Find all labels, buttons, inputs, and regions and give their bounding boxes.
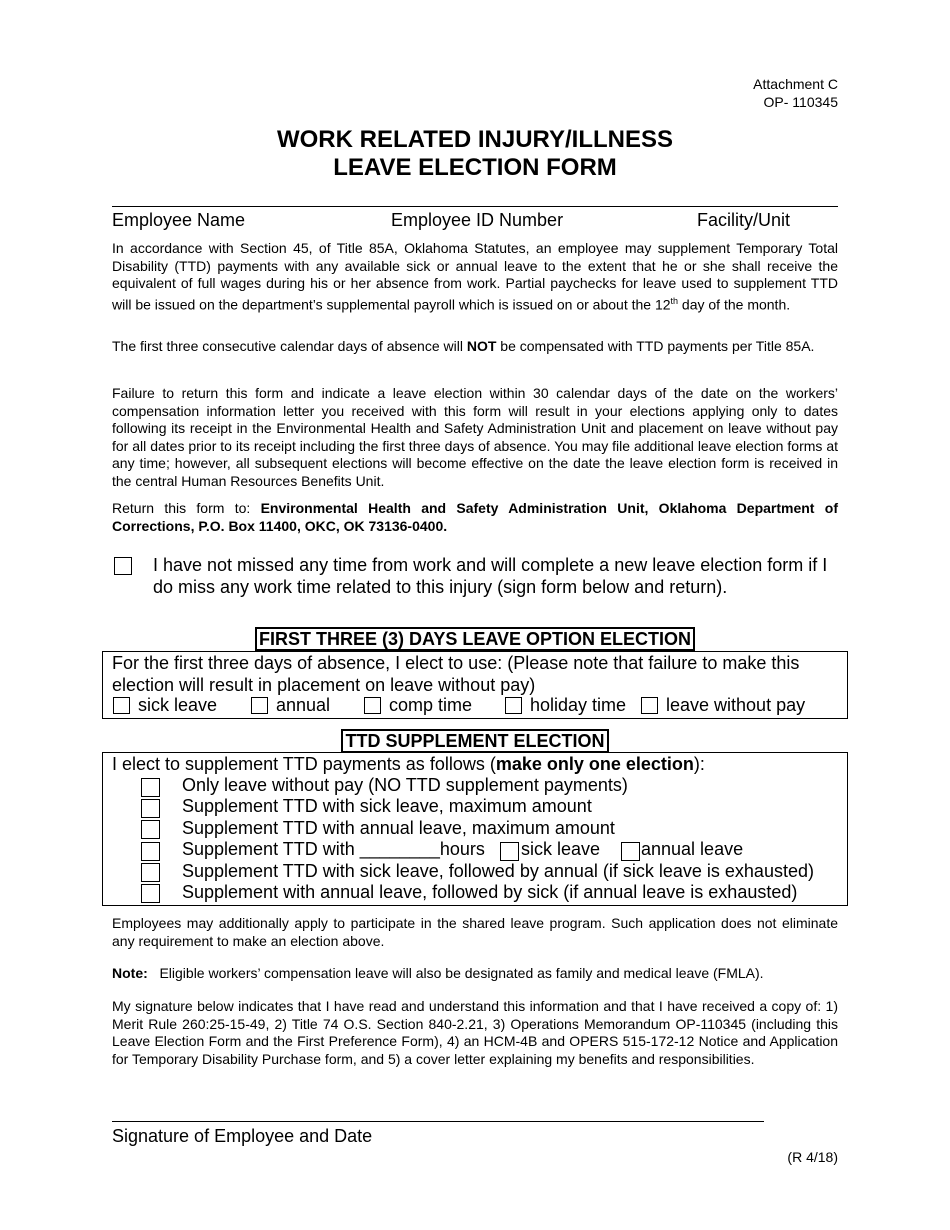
first-three-annual-checkbox[interactable]: [251, 697, 268, 714]
ttd-opt5-label: Supplement TTD with sick leave, followed by annual (if sick leave is exhausted): [182, 861, 814, 881]
ttd-opt4-label: Supplement TTD with ________hours: [182, 839, 485, 859]
signature-acknowledgement: My signature below indicates that I have read and understand this information and that I have received a copy of: 1) Merit Rule 260:25-15-49, 2) Title 74 O.S. Section 840-2.21, 3) Operations Memorandum OP-110345 (including this Leave Election Form and the First Preference Form), 4) an HCM-4B and OPERS 515-172-12 Notice and Application for Temporary Disability Purchase form, and 5) a cover letter explaining my benefits and responsibilities.: [112, 998, 838, 1067]
ttd-opt6-label: Supplement with annual leave, followed by sick (if annual leave is exhausted): [182, 882, 798, 902]
title-line-1: WORK RELATED INJURY/ILLNESS: [276, 126, 673, 153]
first-three-section-header: [0, 627, 950, 651]
ttd-intro: [112, 754, 705, 776]
ttd-title: TTD SUPPLEMENT ELECTION: [341, 729, 608, 753]
ttd-opt5-checkbox[interactable]: [141, 863, 160, 882]
first-three-title: FIRST THREE (3) DAYS LEAVE OPTION ELECTION: [255, 627, 695, 651]
return-label: Return this form to:: [112, 500, 261, 516]
ttd-intro-a: I elect to supplement TTD payments as follows (: [112, 754, 496, 774]
ttd-opt2-label: Supplement TTD with sick leave, maximum amount: [182, 796, 592, 816]
first-three-days-paragraph: [112, 338, 838, 356]
signature-label: Signature of Employee and Date: [112, 1126, 373, 1146]
note-paragraph: [112, 965, 838, 983]
ttd-opt4-annual-checkbox[interactable]: [621, 842, 640, 861]
ttd-opt6-checkbox[interactable]: [141, 884, 160, 903]
op-number: OP- 110345: [763, 94, 838, 110]
statute-paragraph: [112, 240, 838, 314]
first-three-lwop-label: leave without pay: [666, 695, 806, 715]
note-text: Eligible workers’ compensation leave will also be designated as family and medical leave (FMLA).: [147, 965, 764, 981]
employee-id-label: Employee ID Number: [391, 210, 564, 230]
ttd-opt3-checkbox[interactable]: [141, 820, 160, 839]
ttd-opt4-checkbox[interactable]: [141, 842, 160, 861]
p2-text-a: The first three consecutive calendar days of absence will: [112, 338, 467, 354]
revision-label: (R 4/18): [787, 1149, 838, 1165]
signature-line[interactable]: [112, 1121, 764, 1122]
note-label: Note:: [112, 965, 148, 981]
ttd-opt4-sick-checkbox[interactable]: [500, 842, 519, 861]
ttd-opt4-annual-label: annual leave: [641, 839, 744, 859]
statute-superscript: th: [670, 295, 679, 306]
first-three-comp-label: comp time: [389, 695, 473, 715]
first-three-sick-checkbox[interactable]: [113, 697, 130, 714]
title-line-2: LEAVE ELECTION FORM: [333, 154, 617, 181]
ttd-opt1-checkbox[interactable]: [141, 778, 160, 797]
employee-name-label: Employee Name: [112, 210, 246, 230]
first-three-annual-label: annual: [276, 695, 331, 715]
return-address: Environmental Health and Safety Administration Unit, Oklahoma Department of Corrections, P.O. Box 11400, OKC, OK 73136-0400.: [112, 500, 838, 534]
attachment-label: [753, 75, 838, 111]
ttd-opt2-checkbox[interactable]: [141, 799, 160, 818]
ttd-intro-b: ):: [693, 754, 705, 774]
statute-text-end: day of the month.: [678, 296, 791, 313]
first-three-sick-label: sick leave: [138, 695, 218, 715]
first-three-holiday-label: holiday time: [530, 695, 627, 715]
ttd-opt3-label: Supplement TTD with annual leave, maximum amount: [182, 818, 615, 838]
failure-paragraph: Failure to return this form and indicate a leave election within 30 calendar days of the date on the workers’ compensation information letter you received with this form will result in your elections applying only to dates following its receipt in the Environmental Health and Safety Administration Unit and placement on leave without pay for all dates prior to its receipt including the first three days of absence. You may file additional leave election forms at any time; however, all subsequent elections will become effective on the date the leave election form is received in the central Human Resources Benefits Unit.: [112, 385, 838, 489]
return-paragraph: [112, 500, 838, 535]
ttd-intro-bold: make only one election: [495, 754, 694, 774]
no-time-missed-checkbox[interactable]: [114, 557, 132, 575]
first-three-intro: For the first three days of absence, I elect to use: (Please note that failure to make this election will result in placement on leave without pay): [112, 653, 800, 695]
p2-bold: NOT: [466, 338, 497, 354]
shared-leave-paragraph: Employees may additionally apply to participate in the shared leave program. Such application does not eliminate any requirement to make an election above.: [112, 915, 838, 949]
facility-label: Facility/Unit: [697, 210, 791, 230]
statute-text: In accordance with Section 45, of Title 85A, Oklahoma Statutes, an employee may supplement Temporary Total Disability (TTD) payments with any available sick or annual leave to the extent that he or she shall receive the equivalent of full wages during his or her absence from work. Partial paychecks for leave used to supplement TTD will be issued on the department’s supplemental payroll which is issued on or about the 12: [112, 240, 838, 313]
ttd-section-header: [0, 729, 950, 753]
ttd-opt1-label: Only leave without pay (NO TTD supplement payments): [182, 775, 628, 795]
no-time-missed-text: I have not missed any time from work and will complete a new leave election form if I do miss any work time related to this injury (sign form below and return).: [153, 555, 828, 597]
first-three-comp-checkbox[interactable]: [364, 697, 381, 714]
attachment-text: Attachment C: [753, 76, 838, 92]
ttd-opt4-sick-label: sick leave: [521, 839, 601, 859]
form-title: [0, 126, 950, 182]
p2-text-b: be compensated with TTD payments per Title 85A.: [496, 338, 815, 354]
employee-info-line[interactable]: [112, 206, 838, 207]
first-three-holiday-checkbox[interactable]: [505, 697, 522, 714]
first-three-lwop-checkbox[interactable]: [641, 697, 658, 714]
